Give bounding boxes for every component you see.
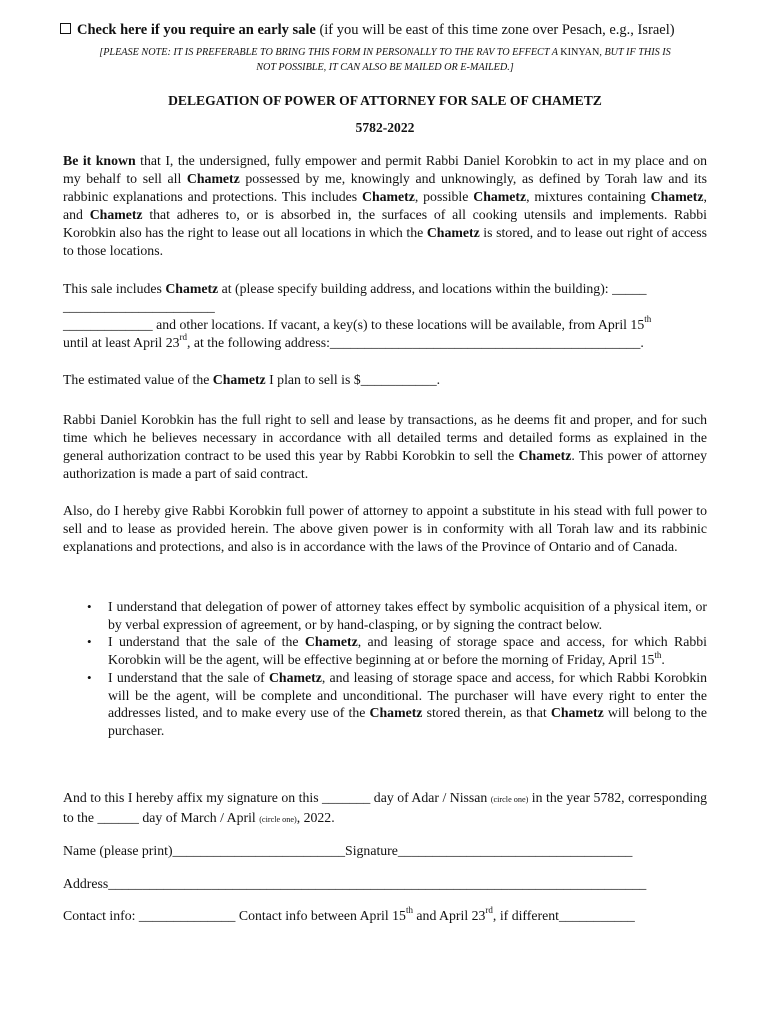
p2-text: _____________ and other locations. If vacant, a key(s) to these locations will be available, from April 15 [63, 317, 645, 332]
value-blank[interactable]: I plan to sell is $___________. [265, 372, 441, 387]
chametz-term: Chametz [89, 207, 143, 222]
note-text-line2: NOT POSSIBLE, IT CAN ALSO BE MAILED OR E-MAILED.] [256, 62, 514, 73]
signature-text: , 2022. [296, 810, 335, 825]
p1-text: , mixtures containing [526, 189, 651, 204]
superscript: rd [179, 332, 187, 343]
bullet-icon: • [87, 634, 92, 650]
bullet-text: . [661, 652, 665, 668]
superscript: th [405, 905, 413, 916]
p1-text: possessed by me, knowingly and unknowingly, as defined by Torah law and its rabbinic explanations and protections. This includes [63, 171, 707, 204]
superscript: th [654, 649, 662, 660]
p2-text: until at least April 23 [63, 335, 180, 350]
contact-text: and April 23 [412, 908, 486, 923]
bullet-text: stored therein, as that [422, 705, 551, 721]
chametz-term: Chametz [518, 448, 572, 463]
bullet-text: I understand that delegation of power of attorney takes effect by symbolic acquisition of a physical item, or by verbal expression of agreement, or by hand-clasping, or by signing the contract below. [108, 599, 707, 632]
address-field[interactable]: Address______________________________________________________________________________ [63, 876, 647, 891]
address-line [63, 332, 644, 351]
list-item [63, 598, 707, 633]
p3-text: The estimated value of the [63, 372, 213, 387]
be-it-known: Be it known [63, 153, 136, 168]
bullet-text: , and leasing of storage space and access, for which Rabbi Korobkin will be the agent, will be effective beginning at or before the morning of Friday, April 15 [108, 634, 707, 668]
acknowledgement-list [63, 598, 707, 740]
p2-text: This sale includes [63, 281, 166, 296]
signature-paragraph [63, 789, 707, 829]
early-sale-checkbox[interactable] [60, 23, 71, 34]
note-kinyan: KINYAN [560, 47, 600, 58]
superscript: th [644, 314, 652, 325]
contact-text[interactable]: , if different___________ [492, 908, 635, 923]
early-sale-note: (if you will be east of this time zone over Pesach, e.g., Israel) [315, 22, 675, 38]
chametz-term: Chametz [361, 189, 415, 204]
p1-text: that adheres to, or is absorbed in, the surfaces of all cooking utensils and implements. Rabbi Korobkin also has the right to lease out all locations in which the [63, 207, 708, 240]
circle-one-note: (circle one) [259, 815, 297, 824]
contact-info-field[interactable] [63, 905, 635, 924]
paragraph-substitute: Also, do I hereby give Rabbi Korobkin full power of attorney to appoint a substitute in his stead with full power to sell and to lease as provided herein. The above given power is in conformity with all Torah law and its rabbinic explanations and protections, and also is in accordance with the laws of the Province of Ontario and of Canada. [63, 503, 707, 554]
chametz-term: Chametz [186, 171, 240, 186]
other-locations-line [63, 314, 652, 333]
chametz-term: Chametz [650, 189, 704, 204]
p4-text: Rabbi Daniel Korobkin has the full right to sell and lease by transactions, as he deems fit and proper, and for such time which he believes necessary in accordance with all detailed terms and detailed forms as explained in the general authorization contract to be used this year by Rabbi Korobkin to sell the [63, 412, 707, 463]
chametz-term: Chametz [212, 372, 266, 387]
p1-text: , and [63, 189, 707, 222]
document-year: 5782-2022 [355, 120, 415, 135]
chametz-term: Chametz [550, 705, 604, 721]
chametz-term: Chametz [426, 225, 480, 240]
signature-month-blank[interactable]: in the year 5782, corresponding to the ______ day of March / April [63, 790, 708, 825]
p2-text: at (please specify building address, and locations within the building): _____ [218, 281, 647, 296]
p1-text: that I, the undersigned, fully empower and permit Rabbi Daniel Korobkin to act in my place and on my behalf to sell all [63, 153, 707, 186]
bullet-icon: • [87, 599, 92, 614]
paragraph-empowerment [63, 152, 707, 260]
chametz-term: Chametz [268, 669, 322, 685]
contact-text[interactable]: Contact info: ______________ Contact info between April 15 [63, 908, 406, 923]
chametz-term: Chametz [304, 634, 358, 650]
document-title: DELEGATION OF POWER OF ATTORNEY FOR SALE OF CHAMETZ [168, 93, 602, 108]
note-text-a: [PLEASE NOTE: IT IS PREFERABLE TO BRING THIS FORM IN PERSONALLY TO THE RAV TO EFFECT A [99, 47, 561, 58]
list-item [63, 633, 707, 668]
bullet-text: , and leasing of storage space and access, for which Rabbi Korobkin will be the agent, will be complete and unconditional. The purchaser will have every right to enter the addresses listed, and to make every use of the [108, 669, 707, 721]
early-sale-line [60, 22, 710, 39]
paragraph-rights [63, 411, 707, 483]
early-sale-label: Check here if you require an early sale [77, 22, 316, 38]
bullet-icon: • [87, 669, 92, 685]
bullet-text: I understand that the sale of the [108, 634, 305, 650]
chametz-term: Chametz [165, 281, 219, 296]
bullet-text: I understand that the sale of [108, 669, 269, 685]
p1-text: is stored, and to lease out right of access to those locations. [63, 225, 707, 258]
name-signature-field[interactable]: Name (please print)_________________________Signature__________________________________ [63, 843, 633, 858]
chametz-term: Chametz [369, 705, 423, 721]
signature-day-blank[interactable]: And to this I hereby affix my signature on this _______ day of Adar / Nissan [63, 790, 491, 805]
sale-location-blank[interactable]: ______________________ [63, 299, 215, 314]
note-text-c: , BUT IF THIS IS [599, 47, 671, 58]
estimated-value-line [63, 372, 440, 388]
circle-one-note: (circle one) [490, 795, 529, 804]
list-item [63, 669, 707, 740]
bullet-text: will belong to the purchaser. [108, 705, 707, 738]
sale-location-line [63, 281, 647, 297]
address-blank[interactable]: , at the following address:_____________________________________________. [187, 335, 644, 350]
p1-text: , possible [414, 189, 474, 204]
superscript: rd [485, 905, 493, 916]
p4-text: . This power of attorney authorization is made a part of said contract. [63, 448, 707, 481]
delivery-note [60, 45, 710, 75]
chametz-term: Chametz [473, 189, 527, 204]
